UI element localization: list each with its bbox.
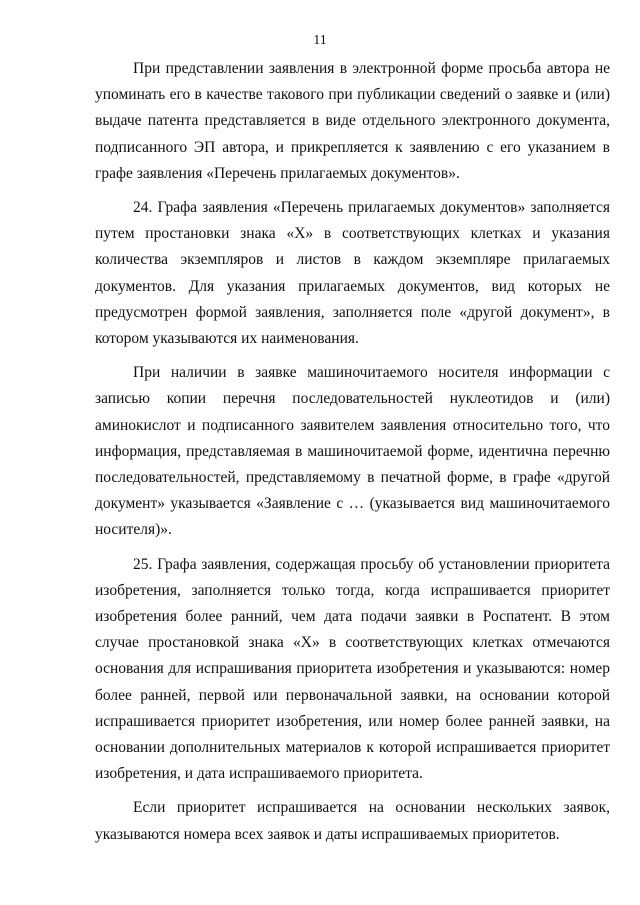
paragraph-multiple-priorities: Если приоритет испрашивается на основании нескольких заявок, указываются номера всех заявок и даты испрашиваемых приоритетов. <box>95 799 610 843</box>
paragraph-item-24: 24. Графа заявления «Перечень прилагаемых документов» заполняется путем простановки знака «Х» в соответствующих клетках и указания количества экземпляров и листов в каждом экземпляре прилагаемых документов. Для указания прилагаемых документов, вид которых не предусмотрен формой заявления, заполняется поле «другой документ», в котором указываются их наименования. <box>95 199 610 348</box>
paragraph-machine-readable-carrier: При наличии в заявке машиночитаемого носителя информации с записью копии перечня последовательностей нуклеотидов и (или) аминокислот и подписанного заявителем заявления относительно того, что информация, представляемая в машиночитаемой форме, идентична перечню последовательностей, представляемому в печатной форме, в графе «другой документ» указывается «Заявление с … (указывается вид машиночитаемого носителя)». <box>95 364 610 539</box>
document-body <box>95 56 610 848</box>
paragraph-item-25: 25. Графа заявления, содержащая просьбу об установлении приоритета изобретения, заполняется только тогда, когда испрашивается приоритет изобретения более ранний, чем дата подачи заявки в Роспатент. В этом случае простановкой знака «Х» в соответствующих клетках отмечаются основания для испрашивания приоритета изобретения и указываются: номер более ранней, первой или первоначальной заявки, на основании которой испрашивается приоритет изобретения, или номер более ранней заявки, на основании дополнительных материалов к которой испрашивается приоритет изобретения, и дата испрашиваемого приоритета. <box>95 555 610 783</box>
page-number: 11 <box>313 33 327 48</box>
paragraph-author-request: При представлении заявления в электронной форме просьба автора не упоминать его в качестве такового при публикации сведений о заявке и (или) выдаче патента представляется в виде отдельного электронного документа, подписанного ЭП автора, и прикрепляется к заявлению с его указанием в графе заявления «Перечень прилагаемых документов». <box>95 60 610 182</box>
